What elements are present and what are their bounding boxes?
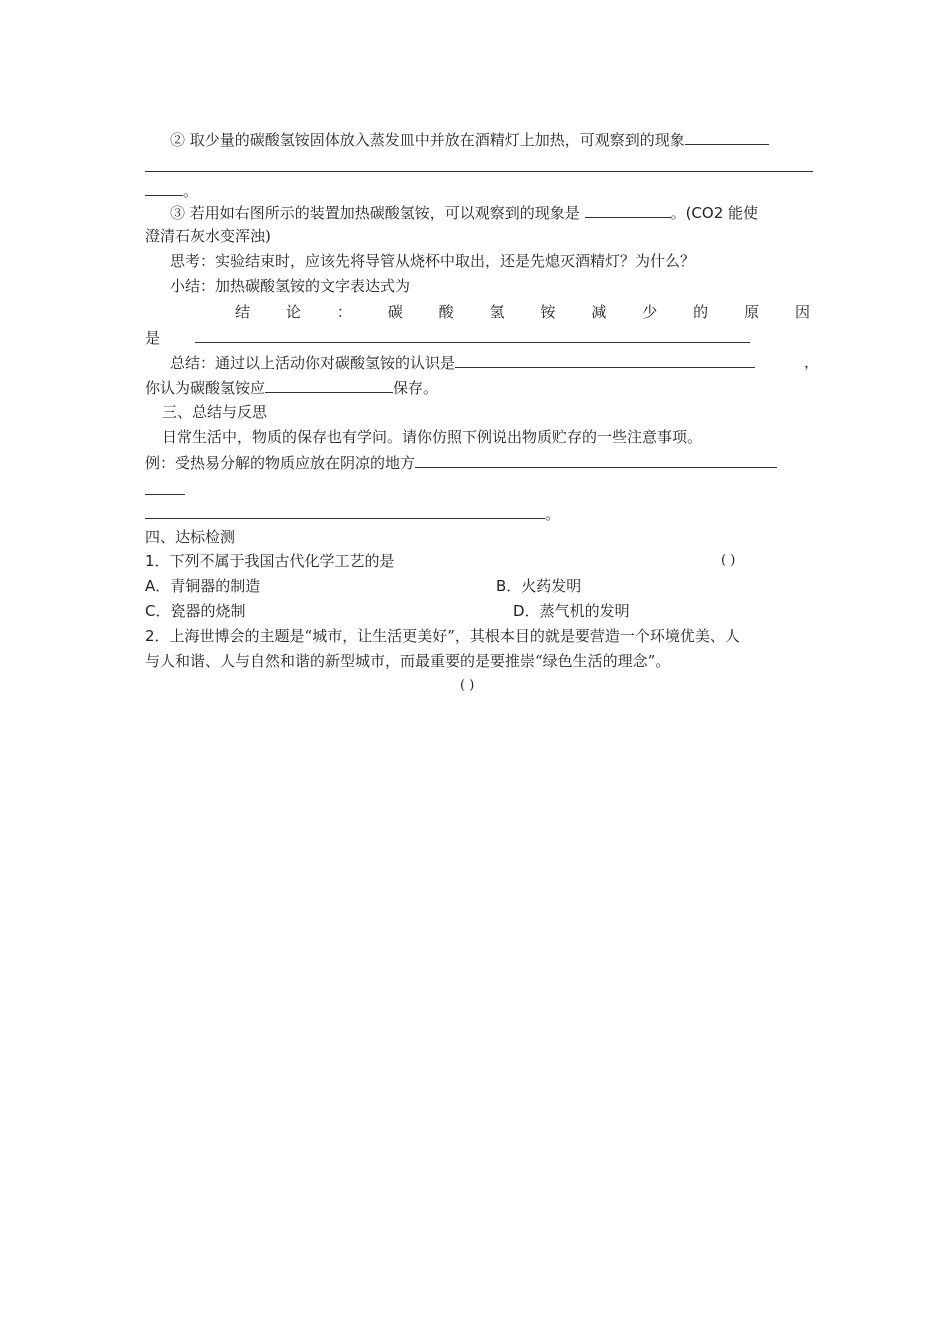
q2-text: ．上海世博会的主题是“城市，让生活更美好”，其根本目的就是要营造一个环境优美、人	[154, 627, 740, 645]
step3-note2: 澄清石灰水变浑浊)	[145, 227, 271, 245]
step3-note: 。(CO2 能使	[670, 204, 759, 222]
conclusion-blank[interactable]	[195, 327, 750, 343]
conclusion-char: 氢	[489, 303, 505, 321]
summary-formula-text: 小结：加热碳酸氢铵的文字表达式为	[170, 277, 411, 295]
section4-title: 四、达标检测	[145, 528, 236, 546]
overall-line-2	[145, 377, 438, 398]
q1-answer-paren[interactable]: ( )	[721, 553, 736, 568]
q1-option-c[interactable]	[145, 601, 246, 621]
conclusion-char: 少	[642, 303, 658, 321]
think-text: 思考：实验结束时，应该先将导管从烧杯中取出，还是先熄灭酒精灯？为什么？	[170, 252, 696, 270]
option-text: ．蒸气机的发明	[524, 602, 630, 620]
step3-line-2	[145, 226, 271, 246]
step2-line-3	[145, 180, 198, 201]
q2-num: 2	[145, 627, 155, 645]
summary-formula-line	[170, 276, 410, 296]
think-line	[170, 251, 695, 271]
q1-text: ．下列不属于我国古代化学工艺的是	[154, 552, 395, 570]
conclusion-char: 的	[693, 303, 709, 321]
conclusion-char: 碳	[387, 303, 403, 321]
example-blank-3[interactable]	[145, 503, 545, 519]
conclusion-line	[145, 302, 810, 322]
q1-line	[145, 551, 395, 571]
step3-text: ③ 若用如右图所示的装置加热碳酸氢铵，可以观察到的现象是	[170, 204, 580, 222]
step3-blank[interactable]	[585, 202, 671, 218]
conclusion-char: 结	[235, 303, 251, 321]
example-line-3	[145, 503, 560, 524]
overall-line2b: 保存。	[393, 379, 439, 397]
option-text: ．青铜器的制造	[155, 577, 261, 595]
option-text: ．瓷器的烧制	[155, 602, 246, 620]
conclusion-end: 是	[145, 329, 161, 347]
conclusion-char: 减	[591, 303, 607, 321]
section3-title: 三、总结与反思	[162, 403, 268, 421]
q2-text2: 与人和谐、人与自然和谐的新型城市，而最重要的是要推崇“绿色生活的理念”。	[145, 652, 671, 670]
option-letter: C	[145, 602, 156, 620]
step2-end: 。	[183, 182, 199, 200]
overall-comma: ，	[804, 353, 820, 371]
overall-blank-2[interactable]	[265, 377, 393, 393]
q1-option-b[interactable]	[496, 576, 581, 596]
step3-line	[170, 202, 758, 223]
conclusion-char: 铵	[540, 303, 556, 321]
section3-end: 。	[545, 505, 561, 523]
step2-blank-2[interactable]	[145, 156, 813, 172]
q1-option-a[interactable]	[145, 576, 260, 596]
section3-example-line	[145, 452, 777, 473]
option-letter: A	[145, 577, 156, 595]
option-letter: D	[513, 602, 525, 620]
step2-text: ② 取少量的碳酸氢铵固体放入蒸发皿中并放在酒精灯上加热，可观察到的现象	[170, 131, 685, 149]
overall-blank-1[interactable]	[455, 352, 755, 368]
overall-line2a: 你认为碳酸氢铵应	[145, 379, 266, 397]
conclusion-char: 酸	[438, 303, 454, 321]
q1-num: 1	[145, 552, 155, 570]
conclusion-char: 原	[744, 303, 760, 321]
step2-blank-1[interactable]	[685, 129, 769, 145]
conclusion-char: 因	[794, 303, 810, 321]
q1-option-d[interactable]	[513, 601, 630, 621]
overall-line	[170, 352, 755, 373]
example-line-2	[145, 479, 185, 500]
option-letter: B	[496, 577, 507, 595]
step2-blank-3[interactable]	[145, 180, 183, 196]
option-text: ．火药发明	[506, 577, 582, 595]
q2-line	[145, 626, 740, 646]
overall-text: 总结：通过以上活动你对碳酸氢铵的认识是	[170, 354, 456, 372]
step2-line	[170, 129, 769, 150]
q2-answer-paren[interactable]: ( )	[460, 678, 475, 693]
example-blank-2[interactable]	[145, 479, 185, 495]
section3-example: 例：受热易分解的物质应放在阴凉的地方	[145, 454, 416, 472]
conclusion-char: ：	[336, 303, 352, 321]
conclusion-char: 论	[285, 303, 301, 321]
section3-intro: 日常生活中，物质的保存也有学问。请你仿照下例说出物质贮存的一些注意事项。	[162, 428, 703, 446]
conclusion-line-2	[145, 327, 750, 348]
example-blank-1[interactable]	[415, 452, 777, 468]
step2-line-2	[145, 156, 813, 177]
q2-line-2	[145, 651, 670, 671]
